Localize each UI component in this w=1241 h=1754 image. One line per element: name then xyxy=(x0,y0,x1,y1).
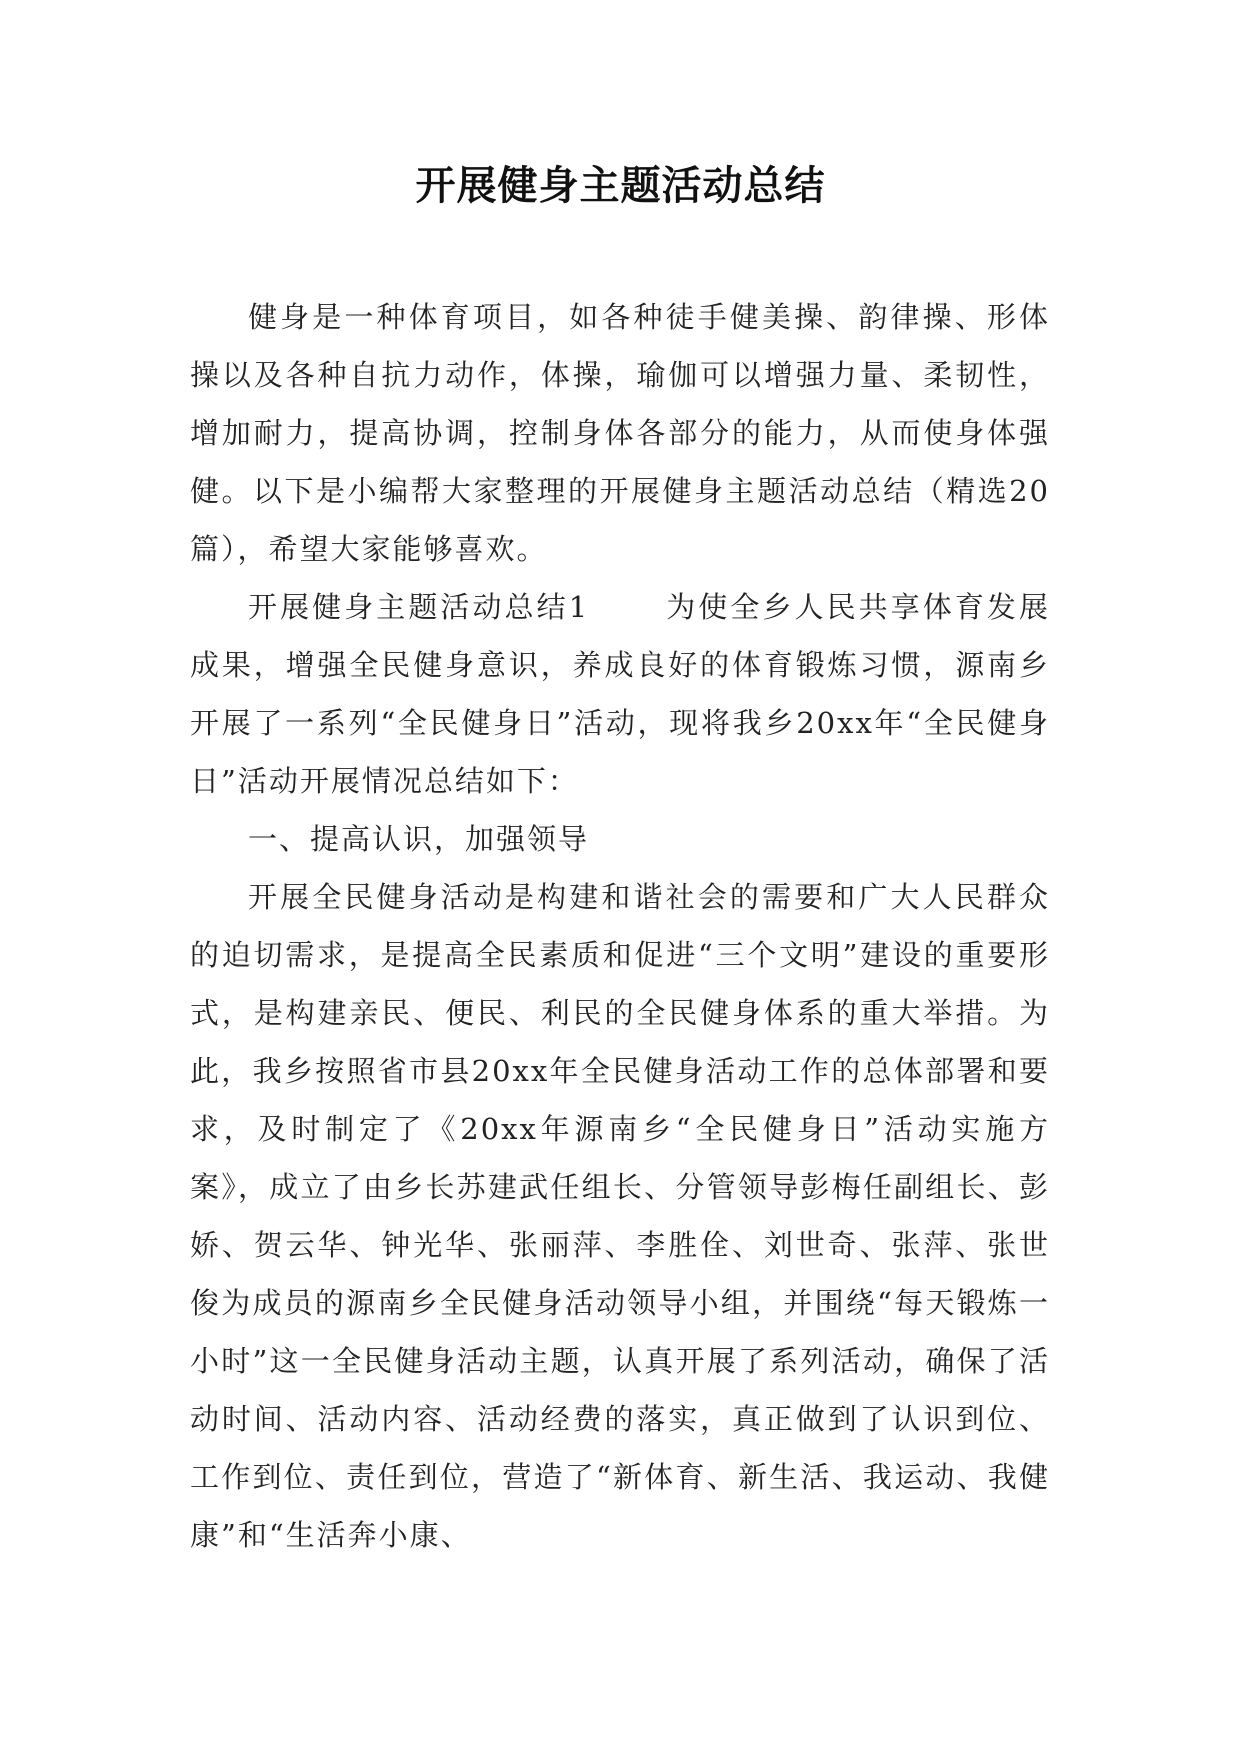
section-1-text: 为使全乡人民共享体育发展成果，增强全民健身意识，养成良好的体育锻炼习惯，源南乡开展了一系列“全民健身日”活动，现将我乡20xx年“全民健身日”活动开展情况总结如下： xyxy=(190,590,1050,798)
subheading-1: 一、提高认识，加强领导 xyxy=(248,822,590,856)
intro-paragraph: 健身是一种体育项目，如各种徒手健美操、韵律操、形体操以及各种自抗力动作，体操，瑜伽可以增强力量、柔韧性，增加耐力，提高协调，控制身体各部分的能力，从而使身体强健。以下是小编帮大家整理的开展健身主题活动总结（精选20篇），希望大家能够喜欢。 xyxy=(190,300,1050,566)
section-1-heading: 开展健身主题活动总结1 xyxy=(248,590,590,624)
document-body xyxy=(190,288,1050,1564)
paragraph-3: 开展全民健身活动是构建和谐社会的需要和广大人民群众的迫切需求，是提高全民素质和促进“三个文明”建设的重要形式，是构建亲民、便民、利民的全民健身体系的重大举措。为此，我乡按照省市县20xx年全民健身活动工作的总体部署和要求，及时制定了《20xx年源南乡“全民健身日”活动实施方案》，成立了由乡长苏建武任组长、分管领导彭梅任副组长、彭娇、贺云华、钟光华、张丽萍、李胜佺、刘世奇、张萍、张世俊为成员的源南乡全民健身活动领导小组，并围绕“每天锻炼一小时”这一全民健身活动主题，认真开展了系列活动，确保了活动时间、活动内容、活动经费的落实，真正做到了认识到位、工作到位、责任到位，营造了“新体育、新生活、我运动、我健康”和“生活奔小康、 xyxy=(190,880,1050,1552)
section-1-paragraph xyxy=(190,578,1050,810)
document-title: 开展健身主题活动总结 xyxy=(415,163,826,209)
